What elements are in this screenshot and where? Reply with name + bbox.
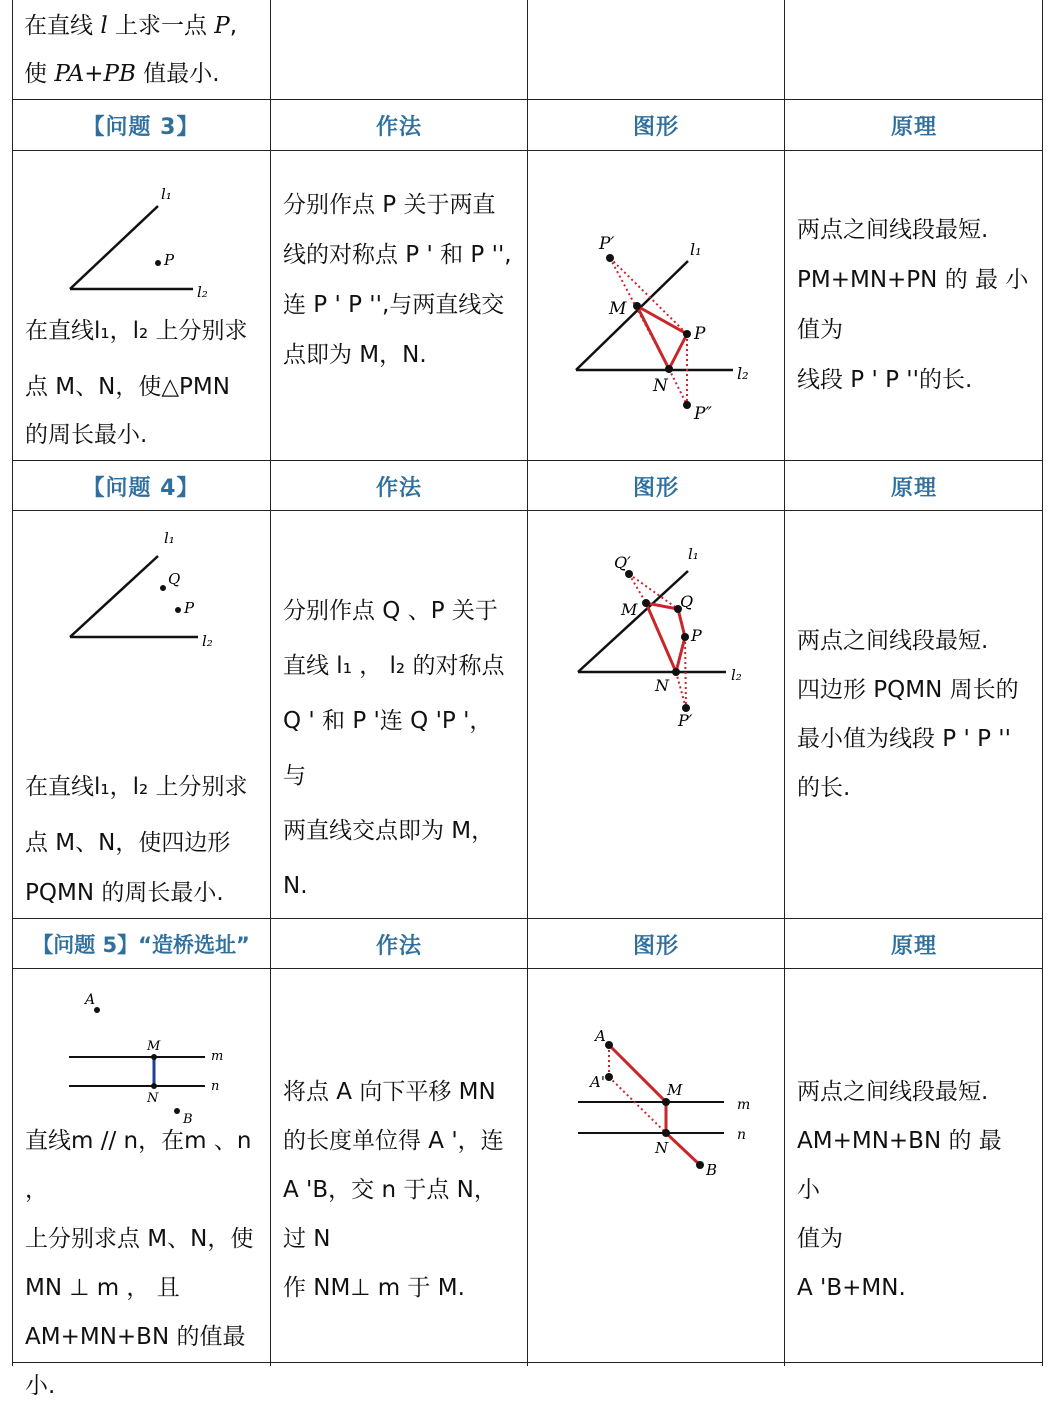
line-l1: [578, 571, 688, 672]
method-line: 分别作点 Q 、P 关于: [283, 598, 498, 624]
method-line: N.: [283, 873, 308, 899]
line-l1: [70, 556, 158, 637]
desc-line: 点 M、N，使△PMN: [25, 374, 230, 400]
problem3-method: [271, 180, 527, 380]
desc-line: PQMN 的周长最小.: [25, 880, 224, 906]
P-label: P: [164, 251, 175, 269]
principle-line: A 'B+MN.: [797, 1275, 906, 1301]
desc-line: 在直线l₁，l₂ 上分别求: [25, 774, 248, 800]
desc-line: 在直线l₁，l₂ 上分别求: [25, 318, 248, 344]
figure-header: 图形: [632, 114, 679, 140]
N-label: N: [655, 1139, 669, 1157]
P-label: P: [691, 626, 702, 645]
l1-label: l₁: [161, 185, 172, 203]
method-header: 作法: [375, 475, 422, 501]
l2-label: l₂: [202, 632, 213, 650]
problem4-title: 【问题 4】: [82, 475, 200, 501]
dotted-NPprime: [676, 672, 686, 708]
principle-line: PM+MN+PN 的 最 小: [797, 267, 1029, 293]
principle-header: 原理: [890, 114, 937, 140]
quad-PQMN: [646, 603, 685, 672]
point-M: [151, 1054, 157, 1060]
method-header: 作法: [375, 114, 422, 140]
principle-line: 四边形 PQMN 周长的: [797, 677, 1019, 703]
principle-line: 的长.: [797, 775, 851, 801]
principle-header: 原理: [890, 933, 937, 959]
point-Aprime: [605, 1073, 613, 1081]
M-label: M: [609, 299, 627, 319]
problem2-desc-tail: 在直线 l 上求一点 P, 使 PA+PB 值最小.: [24, 13, 238, 87]
point-N: [151, 1083, 157, 1089]
principle-line: 两点之间线段最短.: [797, 628, 989, 654]
m-label: m: [737, 1097, 751, 1113]
Pprime-label: P′: [599, 234, 615, 254]
problem4-principle: [785, 617, 1043, 813]
l2-label: l₂: [731, 666, 742, 684]
Ppp-label: P″: [694, 404, 712, 424]
l2-label: l₂: [197, 283, 208, 301]
A-label: A: [595, 1027, 606, 1045]
Qprime-label: Q′: [614, 553, 631, 572]
desc-line: 直线m // n，在m 、n ，: [25, 1128, 252, 1203]
principle-line: 线段 P ' P ''的长.: [797, 367, 973, 393]
desc-line: 点 M、N，使四边形: [25, 830, 231, 856]
P-label: P: [184, 599, 195, 617]
Pprime-label: P′: [678, 711, 693, 730]
desc-line: 的周长最小.: [25, 422, 148, 448]
point-P: [683, 330, 691, 338]
problem3-desc: [13, 151, 270, 460]
principle-line: 值为: [797, 317, 843, 343]
method-line: 线的对称点 P ' 和 P '',: [283, 242, 512, 268]
figure-header: 图形: [632, 933, 679, 959]
problem5-desc: [13, 969, 270, 1399]
point-P: [175, 607, 181, 613]
problem5-method: [271, 1068, 527, 1313]
method-header: 作法: [375, 933, 422, 959]
problem5-principle: [785, 1068, 1043, 1313]
method-line: 分别作点 P 关于两直: [283, 192, 496, 218]
l1-label: l₁: [688, 545, 699, 563]
dotted-NPpp: [669, 369, 687, 405]
M-label: M: [667, 1081, 683, 1099]
Aprime-label: A': [590, 1073, 605, 1091]
B-label: B: [706, 1161, 718, 1179]
problem3-principle: [785, 205, 1043, 405]
point-M: [642, 599, 650, 607]
B-label: B: [183, 1112, 193, 1127]
M-label: M: [621, 600, 638, 619]
principle-line: 两点之间线段最短.: [797, 217, 989, 243]
line-l1: [576, 261, 688, 370]
l2-label: l₂: [737, 364, 749, 383]
principle-line: AM+MN+BN 的 最 小: [797, 1128, 1002, 1203]
principle-header: 原理: [890, 475, 937, 501]
N-label: N: [655, 676, 669, 695]
problem5-figure: [528, 969, 784, 1362]
point-P: [681, 633, 689, 641]
method-line: 的长度单位得 A '，连: [283, 1128, 504, 1154]
problem3-setup-diagram: [13, 151, 270, 301]
l1-label: l₁: [164, 529, 175, 547]
point-N: [672, 668, 680, 676]
point-A: [605, 1041, 613, 1049]
point-Ppp: [683, 401, 691, 409]
principle-line: 两点之间线段最短.: [797, 1079, 989, 1105]
method-line: A 'B，交 n 于点 N，过 N: [283, 1177, 497, 1252]
method-line: 点即为 M，N.: [283, 342, 427, 368]
principle-line: 值为: [797, 1226, 843, 1252]
dotted-PPprime: [685, 637, 686, 708]
dotted-AprimeN: [609, 1077, 666, 1133]
point-B: [696, 1161, 704, 1169]
dotted-QprimeM: [629, 574, 646, 603]
problem5-setup-diagram: [13, 969, 270, 1129]
dotted-PPprime: [610, 258, 687, 334]
point-P: [155, 260, 161, 266]
N-label: N: [653, 376, 668, 396]
problem5-title: 【问题 5】“造桥选址”: [32, 933, 250, 957]
triangle-PMN: [637, 306, 687, 369]
M-label: M: [147, 1039, 161, 1054]
method-line: 两直线交点即为 M，: [283, 818, 495, 844]
desc-line: 上分别求点 M、N，使: [25, 1226, 254, 1252]
point-Q: [160, 585, 166, 591]
method-line: Q ' 和 P '连 Q 'P '，与: [283, 708, 493, 789]
problem3-figure: [528, 151, 784, 460]
problem4-figure: [528, 511, 784, 918]
method-line: 将点 A 向下平移 MN: [283, 1079, 496, 1105]
method-line: 直线 l₁ ， l₂ 的对称点: [283, 653, 505, 679]
figure-header: 图形: [632, 475, 679, 501]
problem3-solution-diagram: [528, 151, 784, 460]
desc-line: 小.: [25, 1373, 56, 1399]
problem4-setup-diagram: [13, 511, 270, 661]
problem5-solution-diagram: [528, 969, 784, 1362]
P-label: P: [694, 324, 706, 344]
point-Pprime: [606, 254, 614, 262]
problem3-title: 【问题 3】: [82, 114, 200, 140]
problem4-method: [271, 584, 527, 914]
point-M: [633, 302, 641, 310]
point-N: [662, 1129, 670, 1137]
l1-label: l₁: [690, 240, 702, 259]
line-l1: [70, 206, 158, 289]
point-M: [662, 1098, 670, 1106]
n-label: n: [737, 1127, 747, 1143]
Q-label: Q: [168, 570, 181, 588]
Q-label: Q: [680, 592, 694, 611]
principle-line: 最小值为线段 P ' P '': [797, 726, 1011, 752]
desc-line: MN ⊥ m ， 且: [25, 1275, 180, 1301]
desc-line: AM+MN+BN 的值最: [25, 1324, 246, 1350]
m-label: m: [211, 1049, 224, 1064]
problem4-solution-diagram: [528, 511, 784, 918]
point-B: [174, 1108, 180, 1114]
method-line: 作 NM⊥ m 于 M.: [283, 1275, 465, 1301]
problem4-desc: [13, 511, 270, 918]
n-label: n: [211, 1079, 220, 1094]
N-label: N: [147, 1091, 159, 1106]
point-N: [665, 365, 673, 373]
A-label: A: [85, 992, 96, 1008]
method-line: 连 P ' P '',与两直线交: [283, 292, 505, 318]
